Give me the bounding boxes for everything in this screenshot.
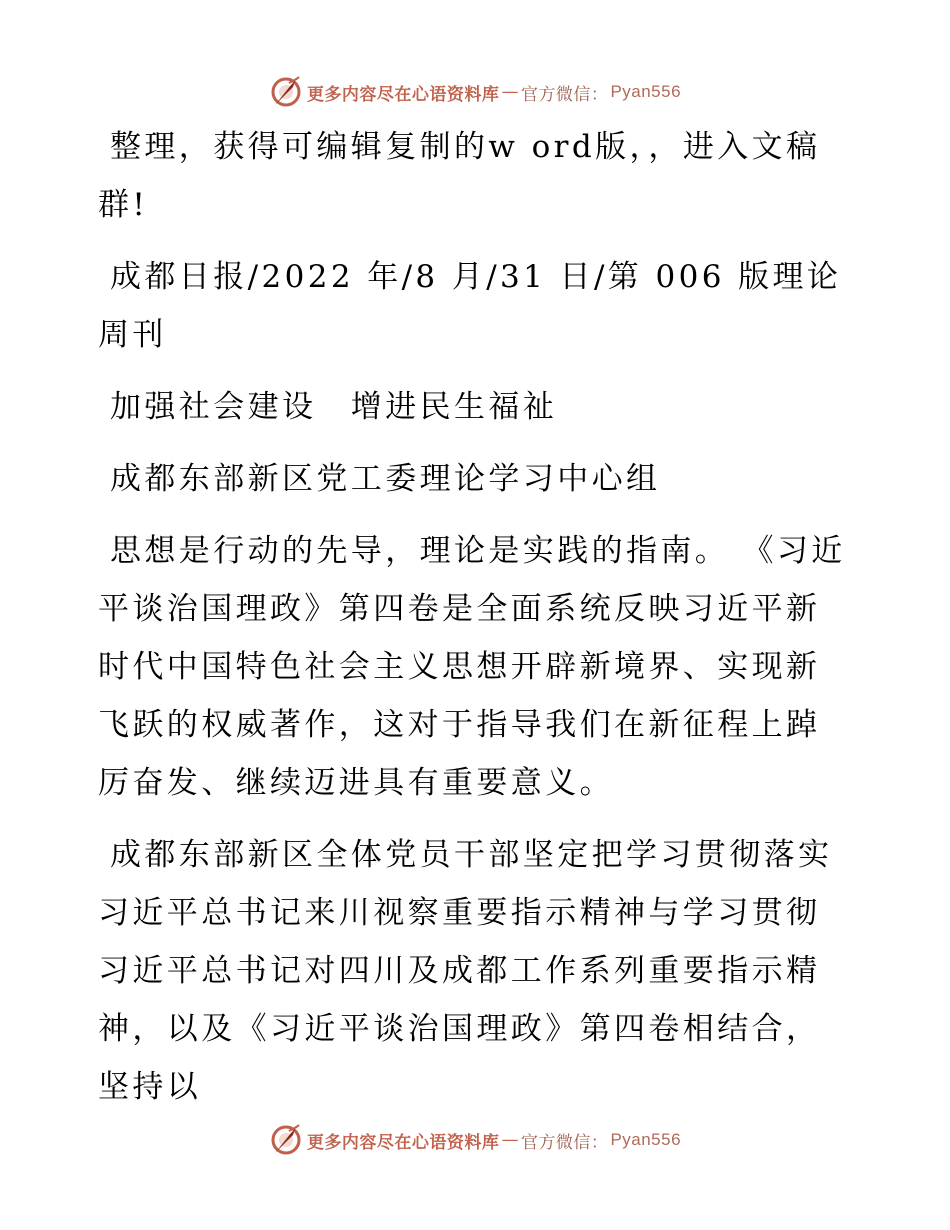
quill-pen-logo-icon [269,75,303,109]
document-body [98,118,850,1130]
watermark-wechat-label: 官方微信： [520,84,609,105]
watermark-wechat-id: Pyan556 [610,82,682,101]
paragraph-body-2: 成都东部新区全体党员干部坚定把学习贯彻落实习近平总书记来川视察重要指示精神与学习贯彻习近平总书记对四川及成都工作系列重要指示精神，以及《习近平谈治国理政》第四卷相结合，坚持以 [98,837,833,1105]
watermark-wechat-label: 官方微信： [520,1132,609,1153]
watermark-separator: — [501,82,519,102]
watermark-separator: — [501,1130,519,1150]
paragraph-intro: 整理，获得可编辑复制的w ord版，，进入文稿群! [98,129,821,223]
header-watermark [0,72,950,112]
watermark-main-text: 更多内容尽在心语资料库 [306,84,500,105]
watermark-wechat-id: Pyan556 [610,1130,682,1149]
watermark-main-text: 更多内容尽在心语资料库 [306,1132,500,1153]
footer-watermark [0,1120,950,1160]
paragraph-body-1: 思想是行动的先导，理论是实践的指南。 《习近平谈治国理政》第四卷是全面系统反映习近平新时代中国特色社会主义思想开辟新境界、实现新飞跃的权威著作，这对于指导我们在新征程上踔厉奋发、继续迈进具有重要意义。 [98,533,846,801]
quill-pen-logo-icon [269,1123,303,1157]
article-author: 成都东部新区党工委理论学习中心组 [110,461,661,497]
article-title: 加强社会建设 增进民生福祉 [110,389,558,425]
paragraph-source: 成都日报/2022 年/8 月/31 日/第 006 版理论周刊 [98,259,842,353]
